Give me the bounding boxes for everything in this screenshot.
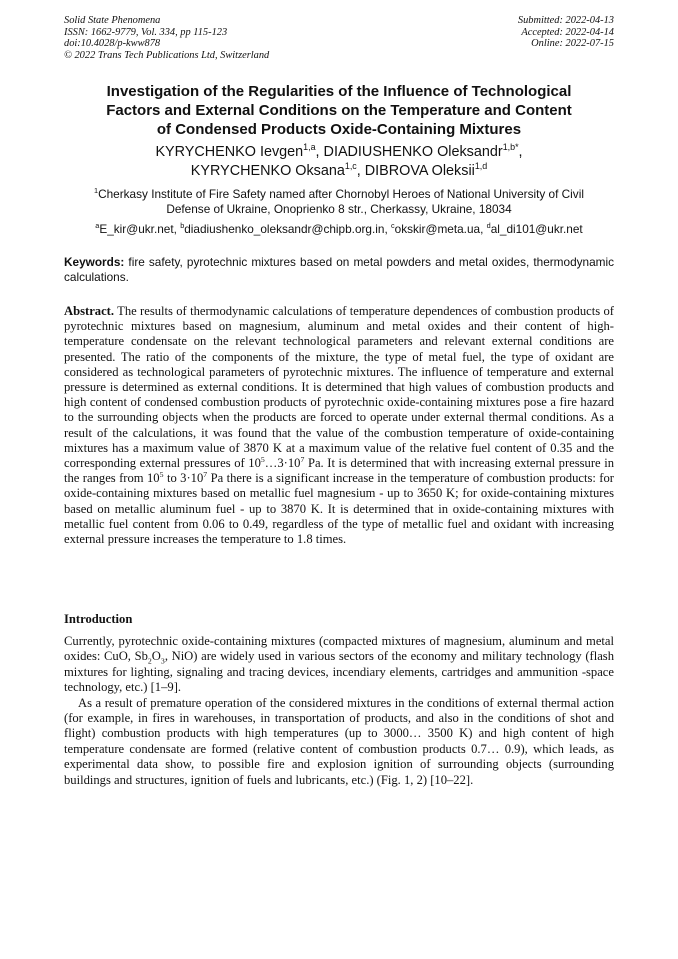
keywords-label: Keywords:: [64, 255, 125, 269]
author-affil-mark: 1,d: [474, 160, 488, 171]
author-line-2: [64, 162, 614, 181]
publication-dates: [354, 15, 614, 50]
author-affil-mark: 1,a: [303, 142, 316, 153]
submitted-date: Submitted: 2022-04-13: [517, 15, 614, 26]
author-name: KYRYCHENKO Oksana: [190, 162, 345, 179]
author-separator: ,: [315, 144, 324, 160]
author-name: KYRYCHENKO Ievgen: [155, 144, 304, 160]
affiliation-line-1: [64, 187, 614, 202]
abstract-text: …3·10: [264, 456, 301, 471]
keywords: [64, 255, 614, 285]
author-separator: ,: [356, 162, 365, 179]
author-affil-mark: 1,c: [344, 160, 357, 171]
email-mark: a: [95, 221, 100, 231]
author-separator: ,: [518, 144, 523, 160]
doi-line: doi:10.4028/p-kww878: [64, 38, 161, 50]
paragraph-text: O: [151, 649, 161, 664]
introduction-paragraph-1: [64, 634, 614, 696]
exponent: 7: [203, 470, 208, 480]
exponent: 5: [159, 470, 164, 480]
email-address: E_kir@ukr.net,: [99, 222, 181, 236]
accepted-date: Accepted: 2022-04-14: [521, 26, 614, 38]
author-name: DIADIUSHENKO Oleksandr: [323, 144, 503, 160]
abstract-text: The results of thermodynamic calculations of temperature dependences of combustion products of pyrotechnic mixtures based on magnesium, aluminum and metal oxides and their content of high-temperature condensate on the relevant technological parameters and relevant external conditions are presented. The ratio of the components of the mixture, the type of metal fuel, the type of oxidant are considered as technological parameters of pyrotechnic mixtures. The influence of temperature and external pressure is determined as external conditions. It is determined that high values of combustion products and high content of condensed combustion products of pyrotechnic oxide-containing mixtures pose a fire hazard to the surrounding objects when the products are forced to operate under external thermal conditions. As a result of the calculations, it was found that the value of the combustion temperature of oxide-containing mixtures has a maximum value of 3870 K at a maximum value of the relative fuel content of 0.35 and the corresponding external pressures of 10: [64, 304, 614, 471]
email-mark: d: [486, 221, 491, 231]
section-heading-introduction: Introduction: [64, 612, 133, 626]
subscript: 3: [160, 656, 165, 666]
email-mark: c: [391, 221, 395, 231]
abstract-text: Pa. It is determined that with increasing external pressure in the ranges from 10: [64, 456, 614, 486]
journal-info: [64, 15, 364, 61]
author-list: [64, 143, 614, 180]
author-affil-mark: 1,b*: [502, 142, 519, 153]
introduction-paragraph-2: As a result of premature operation of the considered mixtures in the conditions of external thermal action (for example, in fires in warehouses, in transportation of products, and also in the conditions of shot and flight) combustion products with high temperatures (up to 3000… 3500 K) and high content of high temperature condensate are formed (relative content of combustion products 0.7… 0.9), which leads, as experimental data show, to possible fire and explosion ignition of surrounding objects (surrounding buildings and structures, ignition of fuels and lubricants, etc.) (Fig. 1, 2) [10–22].: [64, 695, 614, 787]
online-date: Online: 2022-07-15: [531, 38, 614, 50]
abstract-label: Abstract.: [64, 304, 115, 318]
affiliation: [64, 187, 614, 216]
keywords-text: fire safety, pyrotechnic mixtures based on metal powders and metal oxides, thermodynamic calculations.: [64, 255, 614, 284]
affiliation-text-1: Cherkasy Institute of Fire Safety named after Chornobyl Heroes of National University of Civil: [98, 187, 584, 201]
author-line-1: [64, 143, 614, 162]
exponent: 5: [260, 454, 265, 464]
paragraph-text: Currently, pyrotechnic oxide-containing mixtures (compacted mixtures of magnesium, aluminum and metal oxides: CuO, Sb: [64, 634, 614, 664]
title-line-3: of Condensed Products Oxide-Containing Mixtures: [156, 121, 522, 138]
affiliation-line-2: Defense of Ukraine, Onoprienko 8 str., Cherkassy, Ukraine, 18034: [166, 201, 512, 216]
email-address: al_di101@ukr.net: [490, 222, 583, 236]
journal-name: Solid State Phenomena: [64, 15, 161, 26]
title-line-2: Factors and External Conditions on the Temperature and Content: [106, 102, 572, 119]
email-address: diadiushenko_oleksandr@chipb.org.in,: [184, 222, 392, 236]
subscript: 2: [147, 656, 152, 666]
email-address: okskir@meta.ua,: [394, 222, 487, 236]
affiliation-mark: 1: [94, 186, 99, 196]
email-list: [64, 222, 614, 237]
title-line-1: Investigation of the Regularities of the Influence of Technological: [106, 83, 572, 100]
copyright-line: © 2022 Trans Tech Publications Ltd, Switzerland: [64, 49, 270, 61]
issn-line: ISSN: 1662-9779, Vol. 334, pp 115-123: [64, 26, 228, 38]
abstract: [64, 304, 614, 547]
abstract-text: to 3·10: [163, 471, 204, 486]
introduction-body: [64, 634, 614, 788]
exponent: 7: [300, 454, 305, 464]
abstract-text: Pa there is a significant increase in the temperature of combustion products: for oxide-containing mixtures based on metallic fuel magnesium - up to 3650 K; for oxide-containing mixtures based on metallic aluminum fuel - up to 3870 K. It is determined that in oxide-containing mixtures with metallic fuel content from 0.06 to 0.49, regardless of the type of metallic fuel and oxidant with increasing external pressure increases the temperature to 1.8 times.: [64, 471, 614, 547]
paragraph-text: , NiO) are widely used in various sectors of the economy and military technology (flash mixtures for lighting, signaling and tracing devices, incendiary elements, cartridges and ammunition -space technology, etc.) [1–9].: [64, 649, 614, 695]
author-name: DIBROVA Oleksii: [364, 162, 475, 179]
email-mark: b: [180, 221, 185, 231]
paper-title: [64, 82, 614, 139]
